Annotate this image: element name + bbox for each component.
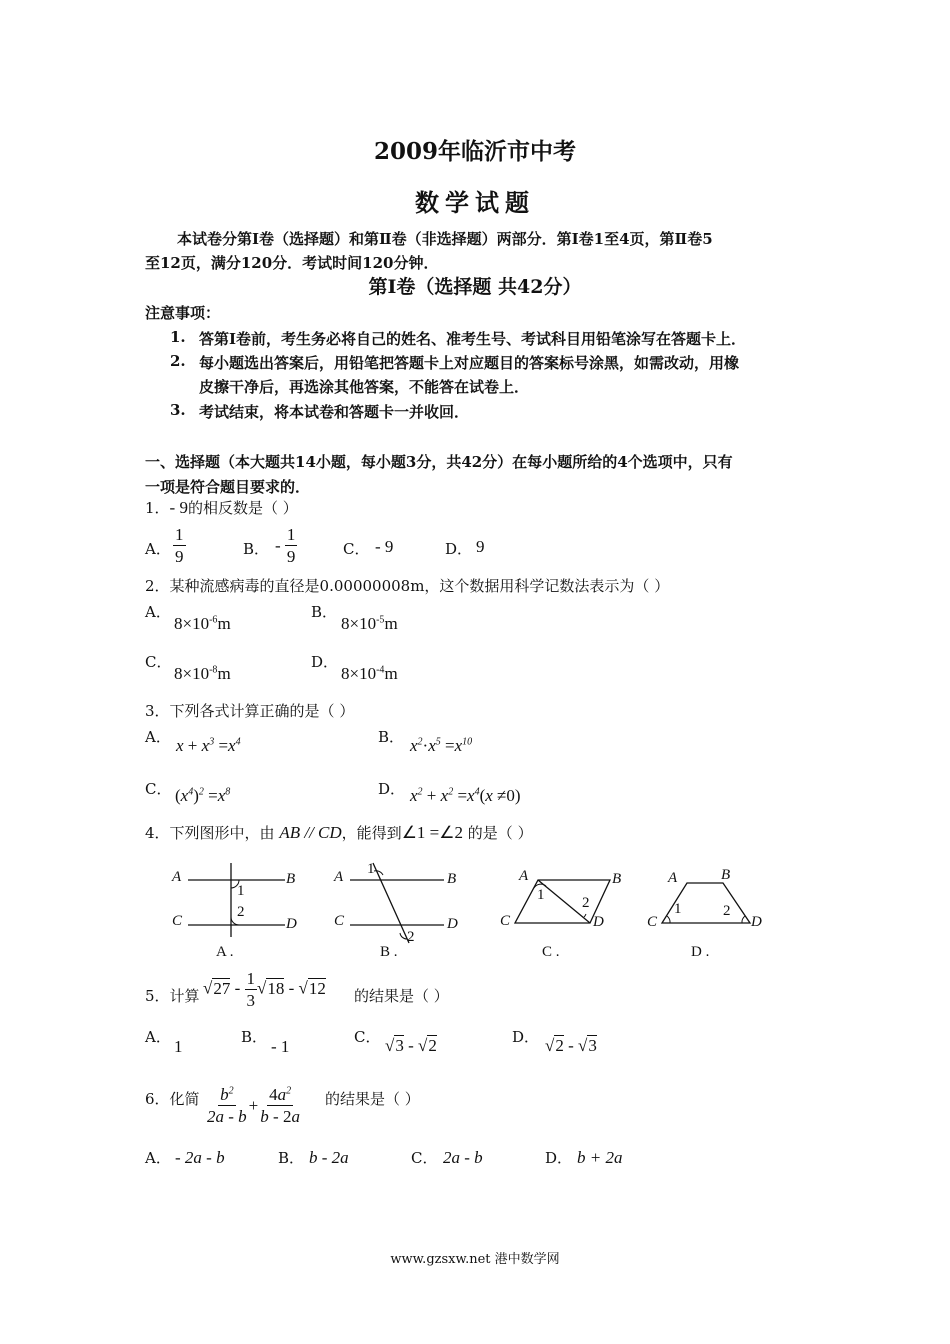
svg-text:A: A bbox=[334, 869, 344, 885]
q5-a-label: A． bbox=[145, 1028, 171, 1046]
svg-text:2: 2 bbox=[723, 903, 731, 919]
q6-c-label: C． bbox=[411, 1149, 438, 1167]
svg-text:2: 2 bbox=[237, 904, 245, 920]
q1-b-label: B． bbox=[243, 540, 270, 558]
figure-d bbox=[647, 867, 762, 960]
note-1-text: 答第Ⅰ卷前，考生务必将自己的姓名、准考生号、考试科目用铅笔涂写在答题卡上． bbox=[199, 330, 747, 348]
section1-heading-1: 一、选择题（本大题共14小题，每小题3分，共42分）在每小题所给的4个选项中，只有 bbox=[145, 453, 733, 471]
q5-b-label: B． bbox=[241, 1028, 268, 1046]
q1-b-fraction: - $\frac{1}{9}$ bbox=[275, 525, 296, 567]
q2-c-value: $8\times 10^{-8}m$ bbox=[174, 664, 231, 683]
svg-text:2: 2 bbox=[582, 895, 590, 911]
figure-a bbox=[171, 863, 297, 960]
note-3-text: 考试结束，将本试卷和答题卡一并收回． bbox=[199, 403, 470, 421]
figure-b bbox=[333, 861, 458, 960]
q5-d-label: D． bbox=[512, 1028, 540, 1046]
note-2-text-cont: 皮擦干净后，再选涂其他答案，不能答在试卷上． bbox=[199, 378, 530, 396]
q1-a-fraction: $\frac{1}{9}$ bbox=[175, 525, 184, 567]
q6-b-value: b - 2a bbox=[309, 1148, 349, 1167]
q3-d-label: D． bbox=[378, 780, 406, 798]
q2-a-label: A． bbox=[145, 603, 171, 621]
svg-text:B: B bbox=[721, 867, 731, 883]
q4-figures bbox=[160, 855, 780, 965]
q1-c-value: - 9 bbox=[375, 537, 394, 556]
q3-c-label: C． bbox=[145, 780, 172, 798]
svg-text:1: 1 bbox=[674, 901, 682, 917]
q5-suffix: 的结果是（ ） bbox=[354, 987, 449, 1005]
q2-b-label: B． bbox=[311, 603, 338, 621]
figure-c-caption: C . bbox=[542, 944, 560, 960]
intro-line-2: 至12页，满分120分．考试时间120分钟． bbox=[145, 254, 439, 272]
q6-d-value: b + 2a bbox=[577, 1148, 623, 1167]
q3-b-formula: $x^2\cdot x^5 =x^{10}$ bbox=[410, 736, 473, 755]
note-2-text: 每小题选出答案后，用铅笔把答题卡上对应题目的答案标号涂黑，如需改动，用橡 bbox=[199, 354, 740, 372]
q6-b-label: B． bbox=[278, 1149, 305, 1167]
note-1-num: 1. bbox=[170, 328, 186, 346]
note-2-num: 2. bbox=[170, 352, 186, 370]
q2-d-label: D． bbox=[311, 653, 339, 671]
q3-c-formula: $(x^4)^2 =x^8$ bbox=[175, 786, 231, 805]
q2-d-value: $8\times 10^{-4}m$ bbox=[341, 664, 398, 683]
q6-a-value: - 2a - b bbox=[175, 1148, 225, 1167]
svg-text:C: C bbox=[334, 913, 345, 929]
q1-d-label: D． bbox=[445, 540, 473, 558]
q6-expression: $\frac{b^2}{2a - b}$ + $\frac{4a^2}{b - 2a}$ bbox=[207, 1085, 300, 1127]
q1-a-label: A． bbox=[145, 540, 171, 558]
svg-text:D: D bbox=[286, 916, 297, 932]
figure-c bbox=[500, 868, 621, 960]
figure-a-caption: A . bbox=[216, 944, 234, 960]
q4-stem: 4．下列图形中，由 AB // CD，能得到∠1 =∠2 的是（ ） bbox=[145, 823, 533, 842]
q5-prefix: 5．计算 bbox=[145, 987, 200, 1005]
q3-a-formula: $x + x^3 =x^4$ bbox=[176, 736, 241, 755]
svg-text:1: 1 bbox=[367, 861, 375, 877]
svg-text:B: B bbox=[612, 871, 622, 887]
svg-text:D: D bbox=[447, 916, 458, 932]
q5-expression: √27 - $\frac{1}{3}$ √18 - √12 bbox=[203, 969, 326, 1011]
svg-text:A: A bbox=[668, 870, 678, 886]
svg-text:1: 1 bbox=[237, 883, 245, 899]
note-3-num: 3. bbox=[170, 401, 186, 419]
svg-text:B: B bbox=[447, 871, 457, 887]
exam-title: 2009年临沂市中考 bbox=[373, 138, 576, 165]
svg-text:D: D bbox=[593, 914, 604, 930]
svg-text:B: B bbox=[286, 871, 296, 887]
q5-d-formula: √2 - √3 bbox=[545, 1036, 597, 1055]
q5-c-formula: √3 - √2 bbox=[385, 1036, 437, 1055]
q3-a-label: A． bbox=[145, 728, 171, 746]
q5-c-label: C． bbox=[354, 1028, 381, 1046]
q2-b-value: $8\times 10^{-5}m$ bbox=[341, 614, 398, 633]
figure-b-caption: B . bbox=[380, 944, 398, 960]
q1-d-value: 9 bbox=[476, 537, 485, 556]
q3-b-label: B． bbox=[378, 728, 405, 746]
q3-d-formula: $x^2 + x^2 =x^4(x \ne 0)$ bbox=[410, 786, 521, 805]
q5-b-value: - 1 bbox=[271, 1037, 290, 1056]
intro-line-1: 本试卷分第Ⅰ卷（选择题）和第Ⅱ卷（非选择题）两部分．第Ⅰ卷1至4页，第Ⅱ卷5 bbox=[177, 230, 713, 248]
q1-stem: 1．- 9的相反数是（ ） bbox=[145, 498, 298, 517]
part1-title: 第Ⅰ卷（选择题 共42分） bbox=[368, 276, 582, 298]
q2-a-value: $8\times 10^{-6}m$ bbox=[174, 614, 231, 633]
svg-text:A: A bbox=[519, 868, 529, 884]
notes-heading: 注意事项： bbox=[145, 304, 221, 322]
q6-suffix: 的结果是（ ） bbox=[325, 1090, 420, 1108]
svg-text:D: D bbox=[751, 914, 762, 930]
q5-a-value: 1 bbox=[174, 1037, 183, 1056]
q6-prefix: 6．化简 bbox=[145, 1090, 200, 1108]
q6-a-label: A． bbox=[145, 1149, 171, 1167]
subject-title: 数学试题 bbox=[415, 188, 535, 217]
q1-c-label: C． bbox=[343, 540, 370, 558]
svg-text:C: C bbox=[500, 913, 511, 929]
svg-text:C: C bbox=[647, 914, 658, 930]
q6-c-value: 2a - b bbox=[443, 1148, 483, 1167]
section1-heading-2: 一项是符合题目要求的． bbox=[145, 478, 311, 496]
footer-site: www.gzsxw.net 港中数学网 bbox=[390, 1252, 560, 1267]
svg-text:2: 2 bbox=[407, 929, 415, 945]
q2-c-label: C． bbox=[145, 653, 172, 671]
q6-d-label: D． bbox=[545, 1149, 573, 1167]
svg-text:C: C bbox=[172, 913, 183, 929]
svg-text:A: A bbox=[172, 869, 182, 885]
figure-d-caption: D . bbox=[691, 944, 710, 960]
svg-text:1: 1 bbox=[537, 887, 545, 903]
q3-stem: 3．下列各式计算正确的是（ ） bbox=[145, 702, 355, 720]
q2-stem: 2．某种流感病毒的直径是0.00000008m，这个数据用科学记数法表示为（ ） bbox=[145, 577, 670, 595]
